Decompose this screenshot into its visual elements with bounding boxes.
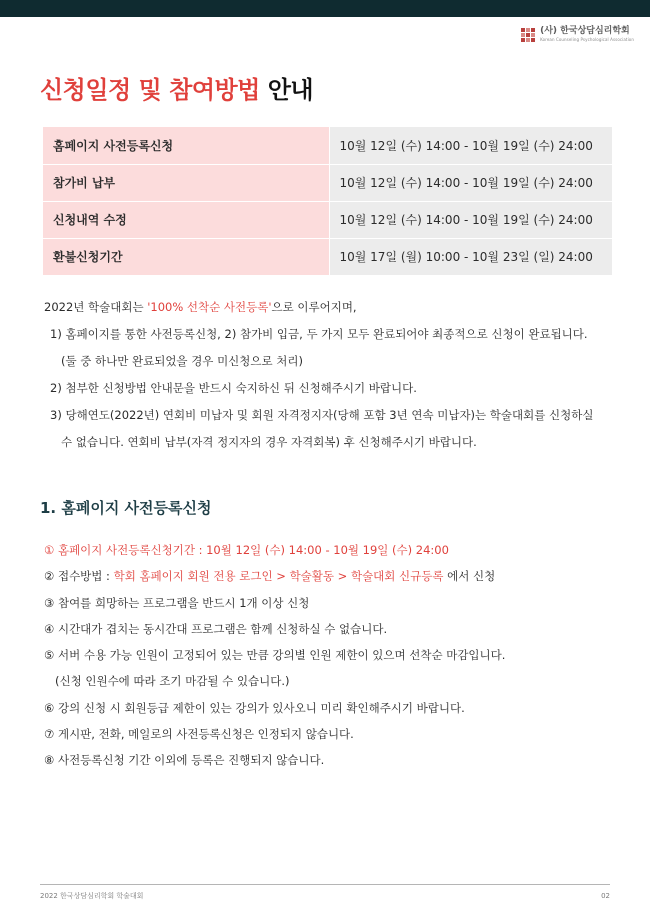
schedule-label: 신청내역 수정 — [43, 201, 329, 238]
rule-4: ④ 시간대가 겹치는 동시간대 프로그램은 함께 신청하실 수 없습니다. — [44, 621, 388, 636]
schedule-label: 참가비 납부 — [43, 164, 329, 201]
intro-item-1: 1) 홈페이지를 통한 사전등록신청, 2) 참가비 입금, 두 가지 모두 완료되어야 최종적으로 신청이 완료됩니다. — [50, 327, 588, 341]
first-come-highlight: '100% 선착순 사전등록' — [147, 300, 272, 314]
logo-mark-icon — [521, 28, 535, 42]
rule-2: ② 접수방법 : 학회 홈페이지 회원 전용 로그인 > 학술활동 > 학술대회 신규등록 에서 신청 — [44, 569, 496, 584]
schedule-label: 홈페이지 사전등록신청 — [43, 127, 329, 164]
rule-3: ③ 참여를 희망하는 프로그램을 반드시 1개 이상 신청 — [44, 595, 310, 610]
intro-lead: 2022년 학술대회는 '100% 선착순 사전등록'으로 이루어지며, — [44, 300, 357, 314]
rule-8: ⑧ 사전등록신청 기간 이외에 등록은 진행되지 않습니다. — [44, 753, 325, 768]
table-row — [43, 164, 613, 201]
schedule-period: 10월 12일 (수) 14:00 - 10월 19일 (수) 24:00 — [329, 127, 613, 164]
intro-item-1-note: (둘 중 하나만 완료되었을 경우 미신청으로 처리) — [61, 354, 303, 368]
intro-item-3: 3) 당해연도(2022년) 연회비 미납자 및 회원 자격정지자(당해 포함 3년 연속 미납자)는 학술대회를 신청하실 — [50, 408, 594, 422]
rule-1: ① 홈페이지 사전등록신청기간 : 10월 12일 (수) 14:00 - 10월 19일 (수) 24:00 — [44, 543, 449, 557]
schedule-period: 10월 12일 (수) 14:00 - 10월 19일 (수) 24:00 — [329, 201, 613, 238]
registration-rules — [44, 537, 624, 774]
footer-event-name: 2022 한국상담심리학회 학술대회 — [40, 892, 144, 900]
table-row — [43, 201, 613, 238]
rule-6: ⑥ 강의 신청 시 회원등급 제한이 있는 강의가 있사오니 미리 확인해주시기 바랍니다. — [44, 700, 465, 715]
footer-divider — [40, 884, 610, 885]
schedule-label: 환불신청기간 — [43, 238, 329, 275]
top-bar — [0, 0, 650, 17]
logo-name-english: Korean Counseling Psychological Association — [540, 37, 634, 42]
association-logo — [521, 26, 634, 43]
schedule-period: 10월 17일 (월) 10:00 - 10월 23일 (일) 24:00 — [329, 238, 613, 275]
table-row — [43, 127, 613, 164]
menu-path-highlight: 학회 홈페이지 회원 전용 로그인 > 학술활동 > 학술대회 신규등록 — [113, 569, 444, 584]
rule-5: ⑤ 서버 수용 가능 인원이 고정되어 있는 만큼 강의별 인원 제한이 있으며 선착순 마감입니다. — [44, 648, 506, 663]
page-number: 02 — [601, 892, 610, 900]
table-row — [43, 238, 613, 275]
section-heading: 1. 홈페이지 사전등록신청 — [40, 499, 212, 517]
rule-7: ⑦ 게시판, 전화, 메일로의 사전등록신청은 인정되지 않습니다. — [44, 727, 354, 742]
rule-5-note: (신청 인원수에 따라 조기 마감될 수 있습니다.) — [55, 674, 290, 689]
intro-notes — [44, 294, 624, 456]
logo-name-korean: (사) 한국상담심리학회 — [540, 26, 630, 36]
page-title-highlight: 신청일정 및 참여방법 — [40, 76, 260, 104]
schedule-period: 10월 12일 (수) 14:00 - 10월 19일 (수) 24:00 — [329, 164, 613, 201]
page-title-rest: 안내 — [267, 76, 314, 104]
page-title — [40, 74, 313, 106]
intro-item-3-cont: 수 없습니다. 연회비 납부(자격 정지자의 경우 자격회복) 후 신청해주시기 바랍니다. — [61, 435, 477, 449]
schedule-table — [43, 127, 613, 276]
intro-item-2: 2) 첨부한 신청방법 안내문을 반드시 숙지하신 뒤 신청해주시기 바랍니다. — [50, 381, 417, 395]
